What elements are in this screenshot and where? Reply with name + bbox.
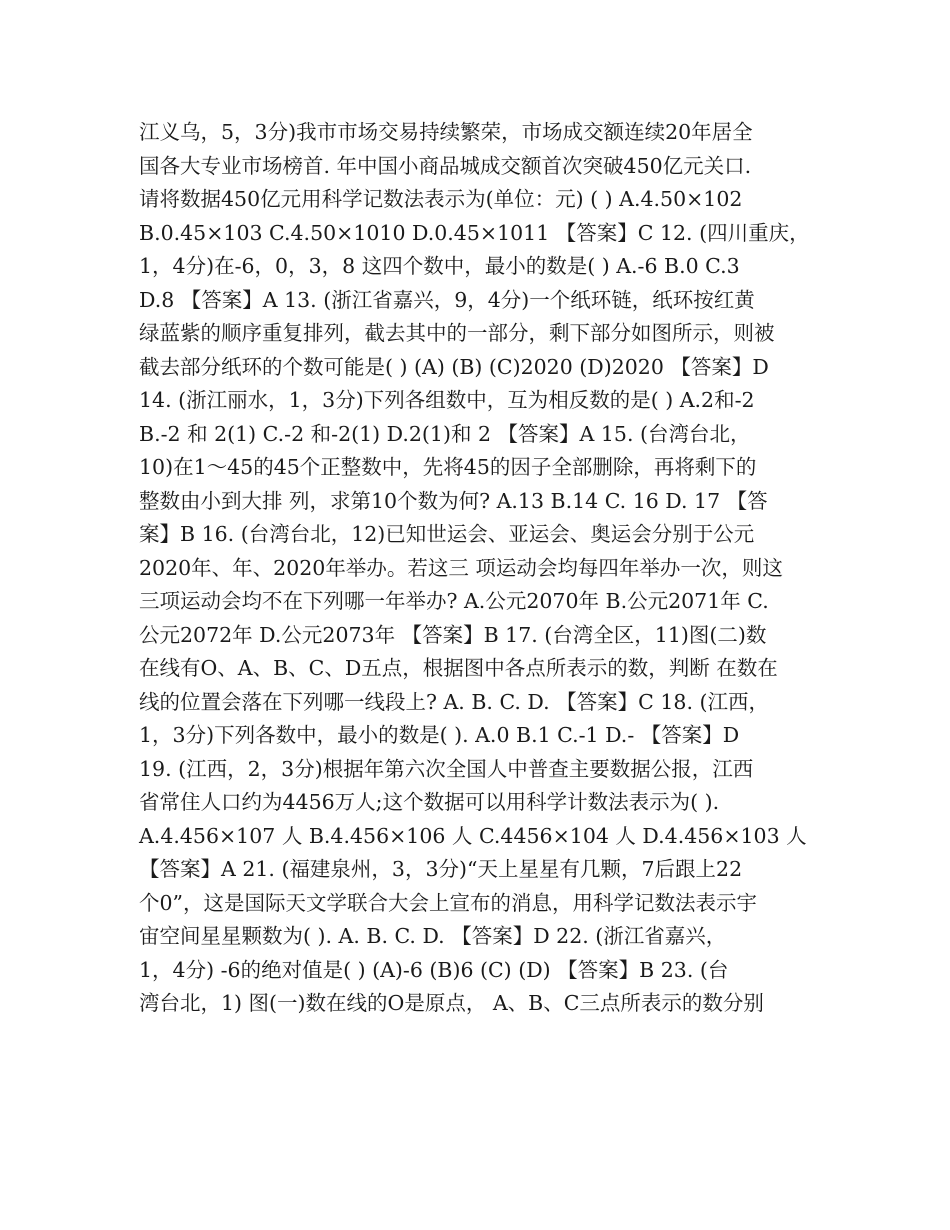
text-line: 宙空间星星颗数为( ). A. B. C. D. 【答案】D 22. (浙江省嘉兴， [139,924,727,948]
text-line: 整数由小到大排 列，求第10个数为何? A.13 B.14 C. 16 D. 17 【答 [139,488,768,513]
text-line: 江义乌，5，3分)我市市场交易持续繁荣，市场成交额连续20年居全 [139,120,753,144]
text-line: 省常住人口约为4456万人;这个数据可以用科学计数法表示为( ). [139,790,720,814]
text-line: 2020年、年、2020年举办。若这三 项运动会均每四年举办一次，则这 [139,555,783,580]
text-line: 10)在1～45的45个正整数中，先将45的因子全部删除，再将剩下的 [139,455,757,479]
text-line: A.4.456×107 人 B.4.456×106 人 C.4456×104 人 D.4.456×103 人 [139,823,807,848]
text-line: 1，4分) -6的绝对值是( ) (A)-6 (B)6 (C) (D) 【答案】B 23. (台 [139,957,729,982]
text-line: 在线有O、A、B、C、D五点，根据图中各点所表示的数，判断 在数在 [139,656,778,680]
text-line: 截去部分纸环的个数可能是( ) (A) (B) (C)2020 (D)2020 【答案】D [139,354,769,379]
text-line: 【答案】A 21. (福建泉州，3，3分)“天上星星有几颗，7后跟上22 [139,857,743,881]
text-line: 案】B 16. (台湾台北，12)已知世运会、亚运会、奥运会分别于公元 [139,522,755,546]
text-line: 14. (浙江丽水，1，3分)下列各组数中，互为相反数的是( ) A.2和-2 [139,388,755,412]
text-line: 1，3分)下列各数中，最小的数是( ). A.0 B.1 C.-1 D.- 【答案】D [139,723,740,747]
text-line: 公元2072年 D.公元2073年 【答案】B 17. (台湾全区，11)图(二)数 [139,622,767,647]
text-line: 国各大专业市场榜首. 年中国小商品城成交额首次突破450亿元关口. [139,153,752,178]
text-line: 1，4分)在-6，0，3，8 这四个数中，最小的数是( ) A.-6 B.0 C.3 [139,254,740,278]
text-line: 线的位置会落在下列哪一线段上? A. B. C. D. 【答案】C 18. (江西， [139,689,769,714]
text-line: 请将数据450亿元用科学记数法表示为(单位：元) ( ) A.4.50×102 [139,187,743,211]
text-line: 绿蓝紫的顺序重复排列，截去其中的一部分，剩下部分如图所示，则被 [139,321,775,345]
body-text [139,116,829,1021]
text-line: B.-2 和 2(1) C.-2 和-2(1) D.2(1)和 2 【答案】A 15. (台湾台北， [139,421,751,446]
text-line: 19. (江西，2，3分)根据年第六次全国人中普查主要数据公报，江西 [139,756,754,781]
text-line: 湾台北，1) 图(一)数在线的O是原点， A、B、C三点所表示的数分别 [139,991,764,1015]
text-line: 个0”，这是国际天文学联合大会上宣布的消息，用科学记数法表示宇 [139,890,758,915]
text-line: 三项运动会均不在下列哪一年举办? A.公元2070年 B.公元2071年 C. [139,589,769,613]
text-line: B.0.45×103 C.4.50×1010 D.0.45×1011 【答案】C 12. (四川重庆， [139,220,810,245]
text-line: D.8 【答案】A 13. (浙江省嘉兴，9，4分)一个纸环链，纸环按红黄 [139,287,755,312]
